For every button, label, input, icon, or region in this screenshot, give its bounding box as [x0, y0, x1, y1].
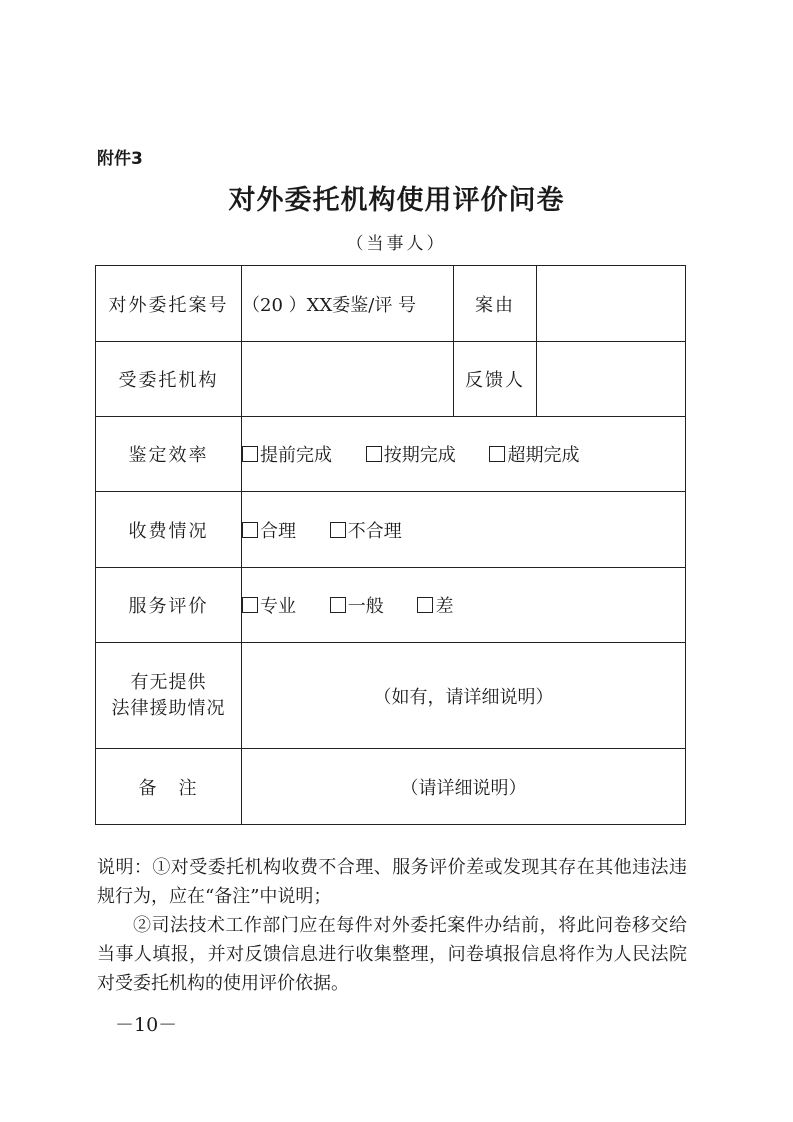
legal-aid-label-line1: 有无提供	[130, 671, 207, 693]
option-label: 超期完成	[507, 445, 580, 466]
feedback-person-field[interactable]	[537, 342, 686, 417]
service-option-professional[interactable]	[242, 592, 296, 618]
checkbox[interactable]	[242, 522, 258, 538]
checkbox[interactable]	[330, 522, 346, 538]
efficiency-option-late[interactable]	[489, 441, 579, 467]
fee-options	[242, 492, 686, 568]
efficiency-option-ontime[interactable]	[366, 441, 456, 467]
attachment-label: 附件3	[97, 149, 143, 169]
case-number-field[interactable]: （20 ）XX委鉴/评 号	[242, 266, 454, 342]
fee-label: 收费情况	[96, 492, 242, 568]
option-label: 一般	[347, 596, 384, 617]
note-paragraph-1: 说明：①对受委托机构收费不合理、服务评价差或发现其存在其他违法违规行为，应在“备注”中说明；	[97, 857, 687, 907]
remarks-label: 备 注	[96, 749, 242, 825]
row-legal-aid	[96, 643, 686, 749]
option-label: 合理	[260, 520, 296, 542]
service-options	[242, 568, 686, 643]
checkbox[interactable]	[489, 446, 505, 462]
service-option-average[interactable]	[330, 592, 384, 618]
row-case-number	[96, 266, 686, 342]
option-label: 差	[435, 596, 454, 617]
note-paragraph-2: ②司法技术工作部门应在每件对外委托案件办结前，将此问卷移交给当事人填报，并对反馈信息进行收集整理，问卷填报信息将作为人民法院对受委托机构的使用评价依据。	[97, 915, 687, 994]
legal-aid-label	[96, 643, 242, 749]
service-label: 服务评价	[96, 568, 242, 643]
case-cause-label: 案由	[454, 266, 537, 342]
service-option-poor[interactable]	[417, 592, 453, 618]
agency-label: 受委托机构	[96, 342, 242, 417]
checkbox[interactable]	[417, 597, 433, 613]
case-cause-field[interactable]	[537, 266, 686, 342]
row-remarks	[96, 749, 686, 825]
remarks-field[interactable]: （请详细说明）	[242, 749, 686, 825]
row-agency	[96, 342, 686, 417]
checkbox[interactable]	[242, 597, 258, 613]
fee-option-unreasonable[interactable]	[330, 517, 402, 543]
checkbox[interactable]	[330, 597, 346, 613]
page-title: 对外委托机构使用评价问卷	[228, 185, 565, 216]
option-label: 提前完成	[260, 445, 332, 466]
evaluation-form-table	[95, 265, 686, 825]
checkbox[interactable]	[242, 446, 258, 462]
option-label: 不合理	[347, 520, 402, 542]
fee-option-reasonable[interactable]	[242, 517, 296, 543]
notes-section	[97, 853, 687, 998]
row-fee	[96, 492, 686, 568]
page-number: －10－	[115, 1014, 178, 1036]
agency-field[interactable]	[242, 342, 454, 417]
case-number-label: 对外委托案号	[96, 266, 242, 342]
page-subtitle: （当事人）	[346, 234, 447, 254]
checkbox[interactable]	[366, 446, 382, 462]
efficiency-option-early[interactable]	[242, 441, 332, 467]
row-efficiency	[96, 417, 686, 492]
option-label: 按期完成	[383, 445, 456, 466]
efficiency-options	[242, 417, 686, 492]
option-label: 专业	[260, 596, 296, 617]
legal-aid-field[interactable]: （如有，请详细说明）	[242, 643, 686, 749]
row-service	[96, 568, 686, 643]
legal-aid-label-line2: 法律援助情况	[111, 697, 226, 719]
feedback-person-label: 反馈人	[454, 342, 537, 417]
efficiency-label: 鉴定效率	[96, 417, 242, 492]
